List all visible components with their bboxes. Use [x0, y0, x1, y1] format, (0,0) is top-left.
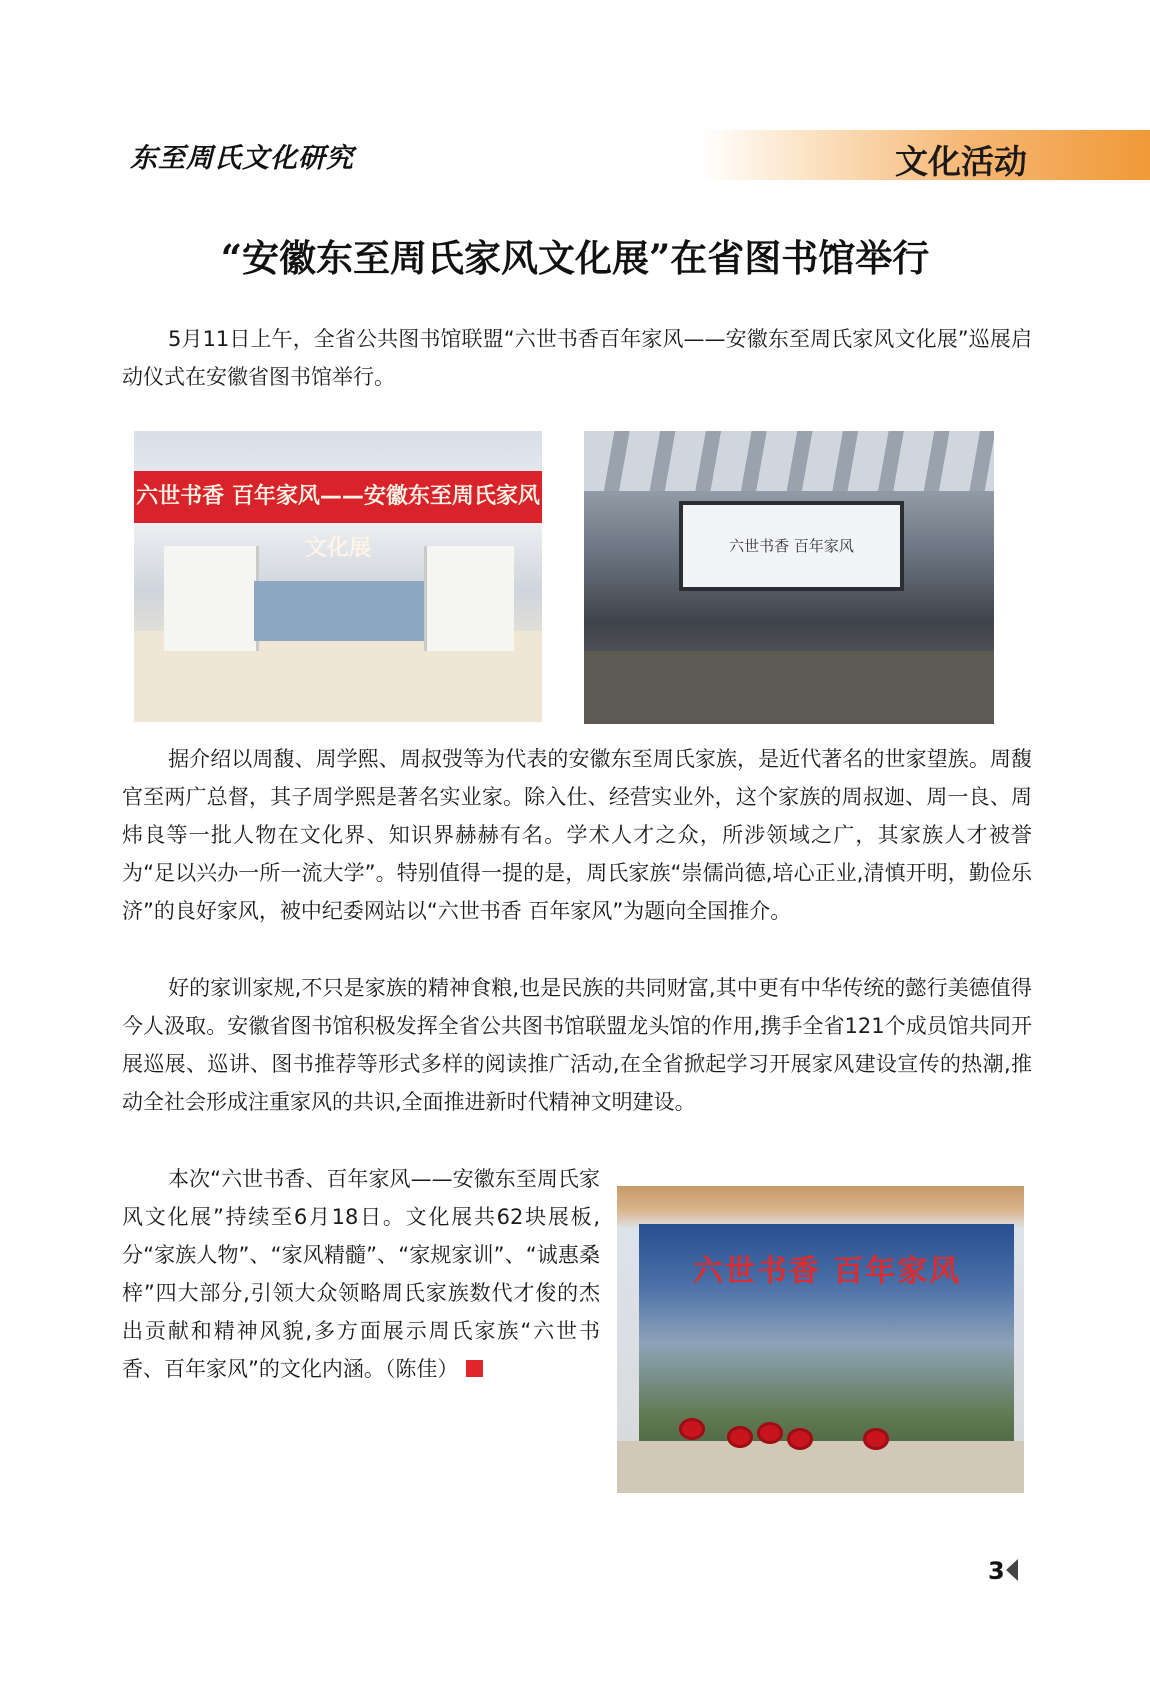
page-arrow-icon — [1006, 1559, 1018, 1581]
paragraph-2 — [122, 740, 1032, 930]
library-lobby-photo — [584, 431, 994, 724]
poinsettia-pot — [679, 1418, 705, 1440]
page-number: 3 — [988, 1557, 1005, 1585]
poinsettia-pot — [757, 1422, 783, 1444]
paragraph-1-text: 5月11日上午，全省公共图书馆联盟“六世书香百年家风——安徽东至周氏家风文化展”巡展启动仪式在安徽省图书馆举行。 — [122, 327, 1032, 389]
paragraph-3 — [122, 969, 1032, 1121]
article-title: “安徽东至周氏家风文化展”在省图书馆举行 — [220, 236, 930, 280]
paragraph-2-text: 据介绍以周馥、周学熙、周叔弢等为代表的安徽东至周氏家族，是近代著名的世家望族。周馥官至两广总督，其子周学熙是著名实业家。除入仕、经营实业外，这个家族的周叔迦、周一良、周炜良等一批人物在文化界、知识界赫赫有名。学术人才之众，所涉领域之广，其家族人才被誉为“足以兴办一所一流大学”。特别值得一提的是，周氏家族“崇儒尚德,培心正业,清慎开明，勤俭乐济”的良好家风，被中纪委网站以“六世书香 百年家风”为题向全国推介。 — [122, 747, 1032, 923]
journal-name: 东至周氏文化研究 — [130, 143, 354, 174]
poinsettia-pot — [727, 1426, 753, 1448]
section-label: 文化活动 — [895, 142, 1027, 181]
corridor-backdrop — [254, 581, 424, 641]
exhibition-banner: 六世书香 百年家风——安徽东至周氏家风文化展 — [134, 471, 542, 523]
display-panels-right — [424, 546, 514, 651]
lobby-ceiling — [584, 431, 994, 491]
display-panels-left — [164, 546, 259, 651]
exhibition-hall-photo — [134, 431, 542, 722]
end-mark-square — [466, 1360, 483, 1377]
poinsettia-pot — [787, 1428, 813, 1450]
lobby-led-screen: 六世书香 百年家风 — [679, 501, 904, 591]
paragraph-1 — [122, 320, 1032, 396]
photo-floor — [617, 1441, 1024, 1493]
paragraph-4 — [122, 1160, 600, 1388]
lobby-floor — [584, 651, 994, 724]
exhibition-board-photo — [617, 1186, 1024, 1493]
paragraph-4-text: 本次“六世书香、百年家风——安徽东至周氏家风文化展”持续至6月18日。文化展共62块展板,分“家族人物”、“家风精髓”、“家规家训”、“诚惠桑梓”四大部分,引领大众领略周氏家族数代才俊的杰出贡献和精神风貌,多方面展示周氏家族“六世书香、百年家风”的文化内涵。（陈佳） — [122, 1167, 600, 1381]
exhibition-board-title: 六世书香 百年家风 — [692, 1254, 962, 1289]
paragraph-3-text: 好的家训家规,不只是家族的精神食粮,也是民族的共同财富,其中更有中华传统的懿行美德值得今人汲取。安徽省图书馆积极发挥全省公共图书馆联盟龙头馆的作用,携手全省121个成员馆共同开展巡展、巡讲、图书推荐等形式多样的阅读推广活动,在全省掀起学习开展家风建设宣传的热潮,推动全社会形成注重家风的共识,全面推进新时代精神文明建设。 — [122, 976, 1032, 1114]
poinsettia-pot — [863, 1428, 889, 1450]
